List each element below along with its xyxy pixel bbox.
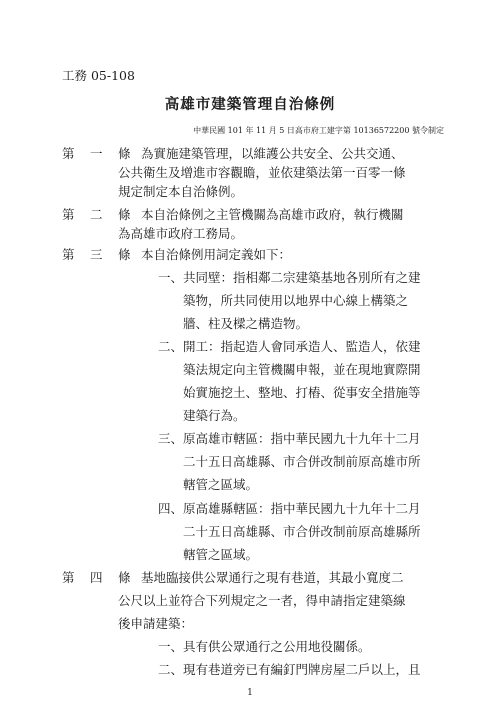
item-text-line: 四、原高雄縣轄區：指中華民國九十九年十二月 [158, 501, 421, 516]
item-text-line: 始實施挖土、整地、打樁、從事安全措施等 [183, 385, 421, 400]
item-text-line: 建築行為。 [183, 408, 246, 423]
item-text-line: 轄管之區域。 [183, 547, 259, 562]
item-text-line: 築物，所共同使用以地界中心線上構築之 [183, 293, 409, 308]
item-text-line: 二十五日高雄縣、市合併改制前原高雄縣所 [183, 524, 421, 539]
article-text-line: 公尺以上並符合下列規定之一者，得申請指定建築線 [118, 593, 406, 608]
article-number: 第 三 條 [62, 247, 131, 262]
item-text-line: 一、具有供公眾通行之公用地役關係。 [158, 639, 371, 654]
item-text-line: 二十五日高雄縣、市合併改制前原高雄市所 [183, 454, 421, 469]
item-text-line: 牆、柱及樑之構造物。 [183, 316, 309, 331]
article-text-line: 為實施建築管理，以維護公共安全、公共交通、 [141, 146, 404, 161]
page-number: 1 [247, 688, 253, 698]
article-text-line: 公共衛生及增進市容觀瞻，並依建築法第一百零一條 [118, 165, 406, 180]
article-text-line: 為高雄市政府工務局。 [118, 226, 244, 241]
item-text-line: 築法規定向主管機關申報，並在現地實際開 [183, 362, 421, 377]
article-number: 第 二 條 [62, 207, 131, 222]
item-text-line: 轄管之區域。 [183, 477, 259, 492]
article-text-line: 基地臨接供公眾通行之現有巷道，其最小寬度二 [141, 570, 404, 585]
enactment-note: 中華民國 101 年 11 月 5 日高市府工建字第 10136572200 號令制定 [193, 126, 444, 135]
item-text-line: 二、現有巷道旁已有編釘門牌房屋二戶以上，且 [158, 662, 421, 677]
article-text-line: 本自治條例之主管機關為高雄市政府，執行機關 [141, 207, 404, 222]
item-text-line: 二、開工：指起造人會同承造人、監造人，依建 [158, 339, 421, 354]
document-code: 工務 05-108 [62, 68, 135, 83]
article-text-line: 規定制定本自治條例。 [118, 184, 244, 199]
item-text-line: 三、原高雄市轄區：指中華民國九十九年十二月 [158, 431, 421, 446]
article-text-line: 後申請建築： [118, 616, 194, 631]
article-number: 第 四 條 [62, 570, 131, 585]
article-text-line: 本自治條例用詞定義如下： [141, 247, 292, 262]
item-text-line: 一、共同壁：指相鄰二宗建築基地各別所有之建 [158, 270, 421, 285]
article-number: 第 一 條 [62, 146, 131, 161]
document-title: 高雄市建築管理自治條例 [164, 96, 336, 113]
